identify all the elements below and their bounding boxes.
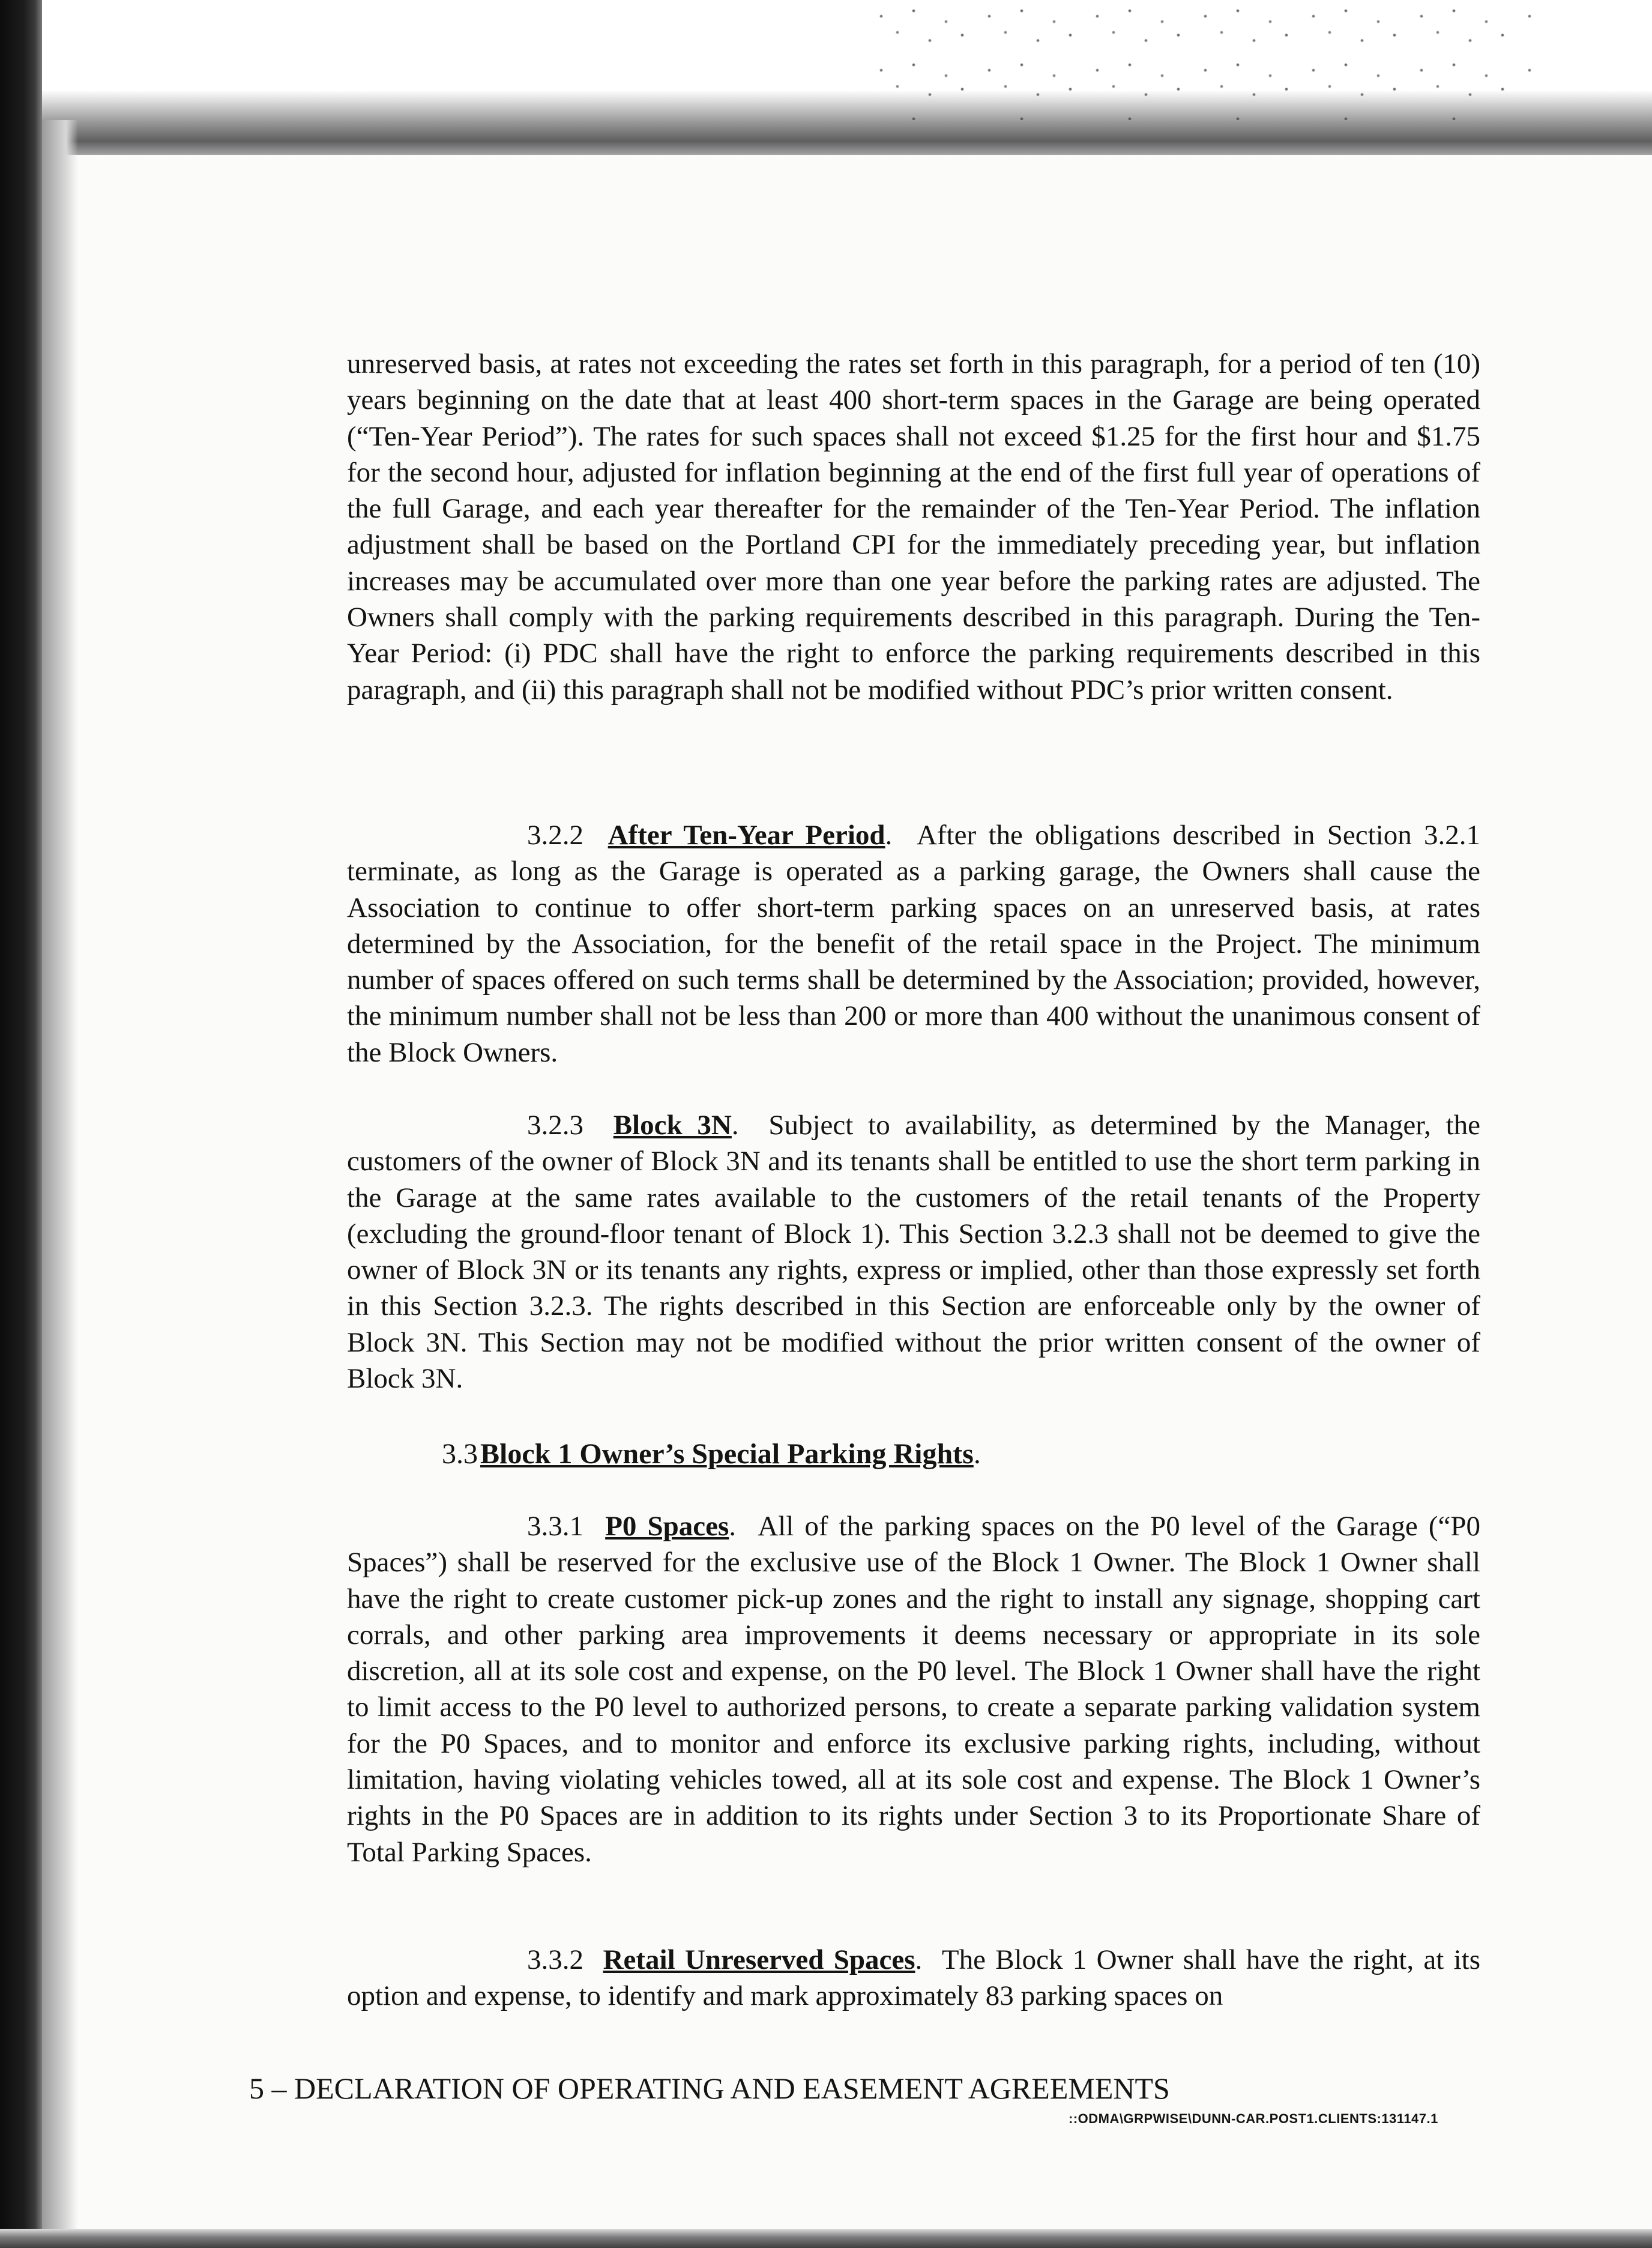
section-number: 3.2.3 <box>527 1110 583 1141</box>
paragraph-ten-year-period <box>347 346 1480 708</box>
section-3-3-1 <box>347 1508 1480 1870</box>
section-title: Block 1 Owner’s Special Parking Rights <box>480 1438 974 1470</box>
section-paragraph: 3.2.2 After Ten-Year Period. After the obligations described in Section 3.2.1 terminate, as long as the Garage is operated as a parking garage, the Owners shall cause the Association to continue to offer short-term parking spaces on an unreserved basis, at rates determined by the Association, for the benefit of the retail space in the Project. The minimum number of spaces offered on such terms shall be determined by the Association; provided, however, the minimum number shall not be less than 200 or more than 400 without the unanimous consent of the Block Owners. <box>347 820 1481 1068</box>
document-id: ::ODMA\GRPWISE\DUNN-CAR.POST1.CLIENTS:131147.1 <box>1069 2111 1438 2126</box>
section-number: 3.3.1 <box>527 1511 583 1542</box>
paragraph-text: unreserved basis, at rates not exceeding the rates set forth in this paragraph, for a period of ten (10) years beginning on the date that at least 400 short-term spaces in the Garage are being operated (“Ten-Year Period”). The rates for such spaces shall not exceed $1.25 for the first hour and $1.75 for the second hour, adjusted for inflation beginning at the end of the first full year of operations of the full Garage, and each year thereafter for the remainder of the Ten-Year Period. The inflation adjustment shall be based on the Portland CPI for the immediately preceding year, but inflation increases may be accumulated over more than one year before the parking rates are adjusted. The Owners shall comply with the parking requirements described in this paragraph. During the Ten-Year Period: (i) PDC shall have the right to enforce the parking requirements described in this paragraph, and (ii) this paragraph shall not be modified without PDC’s prior written consent. <box>347 348 1480 706</box>
section-title: P0 Spaces <box>605 1511 729 1542</box>
page-footer: 5 – DECLARATION OF OPERATING AND EASEMENT AGREEMENTS <box>249 2071 1170 2105</box>
scan-noise <box>870 0 1531 120</box>
section-title: Block 3N <box>613 1110 732 1141</box>
section-title: After Ten-Year Period <box>607 820 885 851</box>
section-3-3-heading: 3.3 Block 1 Owner’s Special Parking Rights. <box>442 1438 981 1470</box>
section-paragraph: 3.3.2 Retail Unreserved Spaces. The Block 1 Owner shall have the right, at its option and expense, to identify and mark approximately 83 parking spaces on <box>347 1944 1480 2012</box>
section-number: 3.2.2 <box>527 820 583 851</box>
section-3-3-2 <box>347 1942 1480 2014</box>
section-number: 3.3.2 <box>527 1944 583 1975</box>
section-paragraph: 3.3.1 P0 Spaces. All of the parking spaces on the P0 level of the Garage (“P0 Spaces”) shall be reserved for the exclusive use of the Block 1 Owner. The Block 1 Owner shall have the right to create customer pick-up zones and the right to install any signage, shopping cart corrals, and other parking area improvements it deems necessary or appropriate in its sole discretion, all at its sole cost and expense, on the P0 level. The Block 1 Owner shall have the right to limit access to the P0 level to authorized persons, to create a separate parking validation system for the P0 Spaces, and to monitor and enforce its exclusive parking rights, including, without limitation, having violating vehicles towed, all at its sole cost and expense. The Block 1 Owner’s rights in the P0 Spaces are in addition to its rights under Section 3 to its Proportionate Share of Total Parking Spaces. <box>347 1511 1480 1868</box>
section-paragraph: 3.2.3 Block 3N. Subject to availability, as determined by the Manager, the customers of the owner of Block 3N and its tenants shall be entitled to use the short term parking in the Garage at the same rates available to the customers of the retail tenants of the Property (excluding the ground-floor tenant of Block 1). This Section 3.2.3 shall not be deemed to give the owner of Block 3N or its tenants any rights, express or implied, other than those expressly set forth in this Section 3.2.3. The rights described in this Section are enforceable only by the owner of Block 3N. This Section may not be modified without the prior written consent of the owner of Block 3N. <box>347 1110 1481 1395</box>
scan-left-shadow <box>42 120 78 2248</box>
section-number: 3.3 <box>442 1438 478 1470</box>
section-body: After the obligations described in Section 3.2.1 terminate, as long as the Garage is operated as a parking garage, the Owners shall cause the Association to continue to offer short-term parking spaces on an unreserved basis, at rates determined by the Association, for the benefit of the retail space in the Project. The minimum number of spaces offered on such terms shall be determined by the Association; provided, however, the minimum number shall not be less than 200 or more than 400 without the unanimous consent of the Block Owners. <box>347 820 1481 1068</box>
scan-left-edge <box>0 0 42 2248</box>
section-3-2-2 <box>347 817 1480 1071</box>
section-body: All of the parking spaces on the P0 level of the Garage (“P0 Spaces”) shall be reserved for the exclusive use of the Block 1 Owner. The Block 1 Owner shall have the right to create customer pick-up zones and the right to install any signage, shopping cart corrals, and other parking area improvements it deems necessary or appropriate in its sole discretion, all at its sole cost and expense, on the P0 level. The Block 1 Owner shall have the right to limit access to the P0 level to authorized persons, to create a separate parking validation system for the P0 Spaces, and to monitor and enforce its exclusive parking rights, including, without limitation, having violating vehicles towed, all at its sole cost and expense. The Block 1 Owner’s rights in the P0 Spaces are in addition to its rights under Section 3 to its Proportionate Share of Total Parking Spaces. <box>347 1511 1480 1868</box>
section-title: Retail Unreserved Spaces <box>603 1944 915 1975</box>
section-body: Subject to availability, as determined by the Manager, the customers of the owner of Block 3N and its tenants shall be entitled to use the short term parking in the Garage at the same rates available to the customers of the retail tenants of the Property (excluding the ground-floor tenant of Block 1). This Section 3.2.3 shall not be deemed to give the owner of Block 3N or its tenants any rights, express or implied, other than those expressly set forth in this Section 3.2.3. The rights described in this Section are enforceable only by the owner of Block 3N. This Section may not be modified without the prior written consent of the owner of Block 3N. <box>347 1110 1481 1395</box>
section-3-2-3 <box>347 1107 1480 1397</box>
scan-bottom-edge <box>0 2229 1652 2248</box>
section-body: The Block 1 Owner shall have the right, at its option and expense, to identify and mark approximately 83 parking spaces on <box>347 1944 1480 2012</box>
